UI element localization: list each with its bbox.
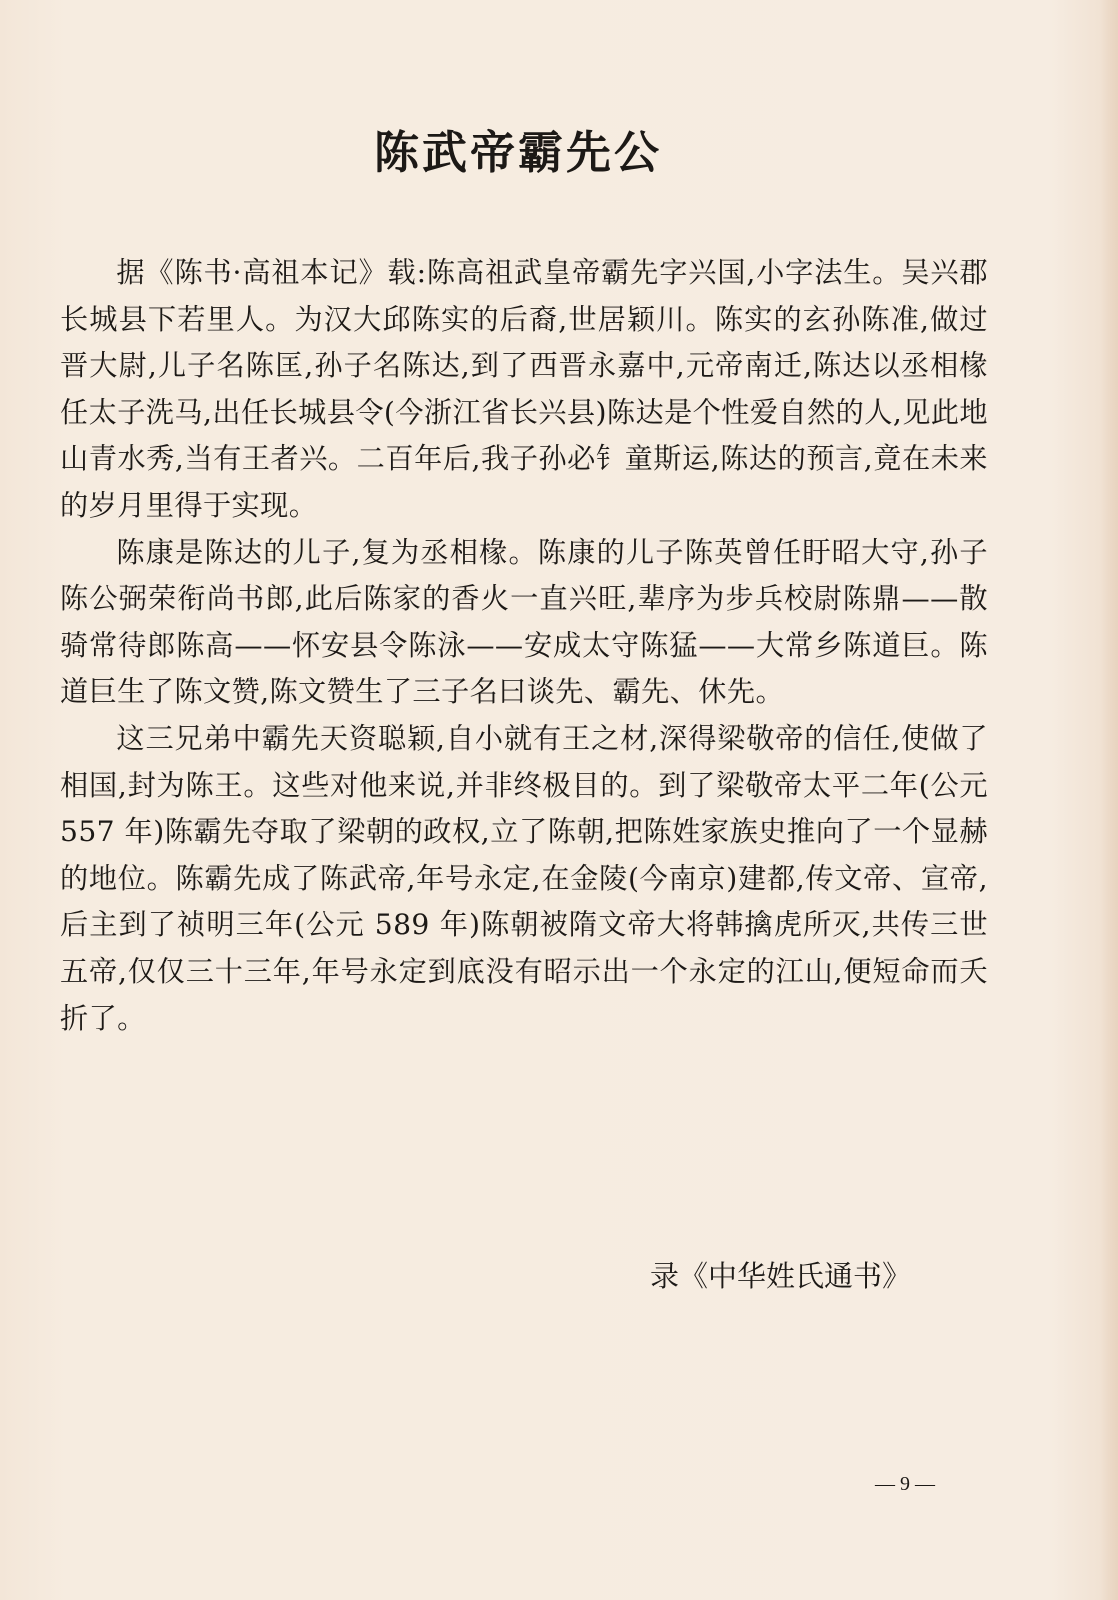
page-title: 陈武帝霸先公 xyxy=(373,126,662,179)
source-citation: 录《中华姓氏通书》 xyxy=(650,1259,912,1293)
page-number: — 9 — xyxy=(875,1473,935,1495)
article-body xyxy=(60,250,988,1042)
paragraph-1: 据《陈书·高祖本记》载:陈高祖武皇帝霸先字兴国,小字法生。吴兴郡长城县下若里人。为汉大邱陈实的后裔,世居颖川。陈实的玄孙陈准,做过晋大尉,儿子名陈匡,孙子名陈达,到了西晋永嘉中,元帝南迁,陈达以丞相椽任太子洗马,出任长城县令(今浙江省长兴县)陈达是个性爱自然的人,见此地山青水秀,当有王者兴。二百年后,我子孙必钅童斯运,陈达的预言,竟在未来的岁月里得于实现。 xyxy=(60,256,988,522)
paragraph-2: 陈康是陈达的儿子,复为丞相椽。陈康的儿子陈英曾任盱昭大守,孙子陈公弼荣衔尚书郎,此后陈家的香火一直兴旺,辈序为步兵校尉陈鼎——散骑常待郎陈高——怀安县令陈泳——安成太守陈猛——大常乡陈道巨。陈道巨生了陈文赞,陈文赞生了三子名曰谈先、霸先、休先。 xyxy=(60,535,988,709)
page-edge-shadow xyxy=(1100,0,1118,1600)
paragraph-3: 这三兄弟中霸先天资聪颖,自小就有王之材,深得梁敬帝的信任,使做了相国,封为陈王。这些对他来说,并非终极目的。到了梁敬帝太平二年(公元 557 年)陈霸先夺取了梁朝的政权,立了陈朝,把陈姓家族史推向了一个显赫的地位。陈霸先成了陈武帝,年号永定,在金陵(今南京)建都,传文帝、宣帝,后主到了祯明三年(公元 589 年)陈朝被隋文帝大将韩擒虎所灭,共传三世五帝,仅仅三十三年,年号永定到底没有昭示出一个永定的江山,便短命而夭折了。 xyxy=(60,721,988,1035)
